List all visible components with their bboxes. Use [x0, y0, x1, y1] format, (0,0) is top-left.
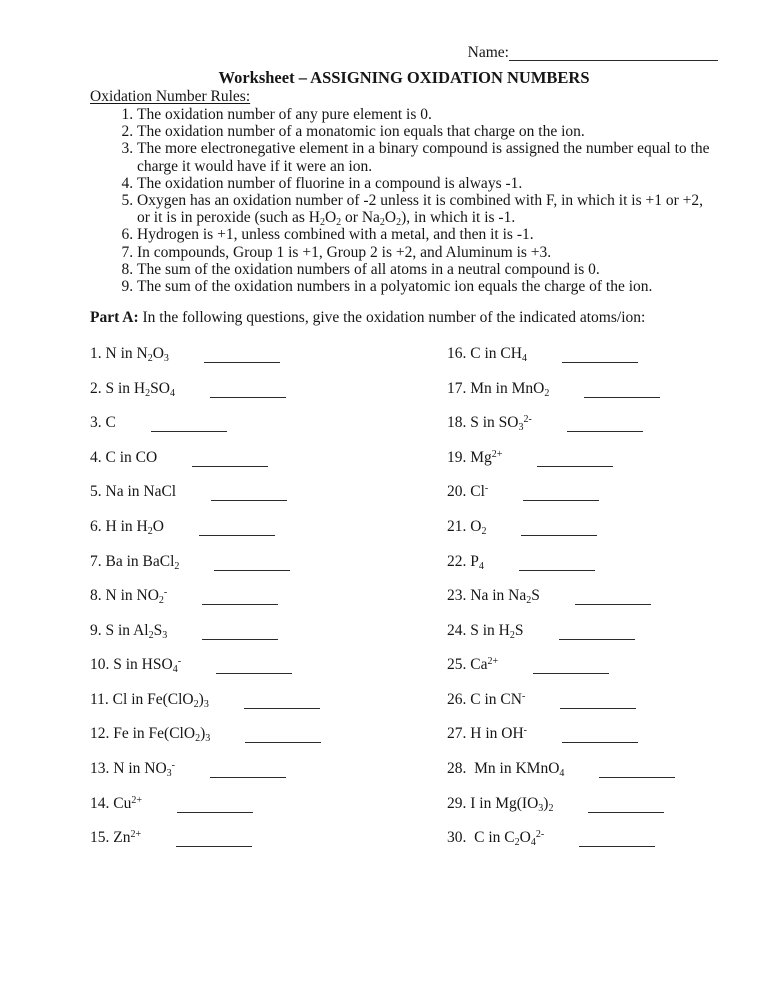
question-label: 4. C in CO	[90, 448, 158, 466]
question-label: 13. N in $NO_3^-$	[90, 759, 175, 779]
rules-list	[90, 106, 718, 295]
question-label: 26. C in CN-	[447, 690, 526, 708]
question-row	[90, 752, 447, 787]
answer-blank-line	[562, 362, 638, 363]
rule-item: 1. The oxidation number of any pure element is 0.	[137, 106, 718, 123]
question-row	[90, 475, 447, 510]
question-row	[90, 787, 447, 822]
answer-blank-line	[202, 604, 278, 605]
question-row	[90, 821, 447, 856]
answer-blank-line	[151, 431, 227, 432]
question-label: 22. $P_4$	[447, 552, 484, 572]
question-row	[447, 648, 718, 683]
question-label: 20. Cl-	[447, 483, 489, 501]
answer-blank-line	[192, 466, 268, 467]
answer-blank-line	[562, 742, 638, 743]
answer-blank-line	[210, 777, 286, 778]
rule-item: 3. The more electronegative element in a binary compound is assigned the number equal to the charge it would have if it were an ion.	[137, 140, 718, 174]
question-row	[447, 787, 718, 822]
question-row	[90, 717, 447, 752]
answer-blank-line	[214, 570, 290, 571]
question-row	[90, 648, 447, 683]
question-label: 18. S in $SO_3^{2-}$	[447, 414, 532, 434]
question-row	[447, 821, 718, 856]
question-row	[447, 441, 718, 476]
page-title: Worksheet – ASSIGNING OXIDATION NUMBERS	[218, 68, 590, 87]
rule-item: 5. Oxygen has an oxidation number of -2 unless it is combined with F, in which it is +1 or +2, or it is in peroxide (such as $H_2O_2$ or $Na_2O_2$), in which it is -1.	[137, 192, 718, 226]
question-row	[447, 614, 718, 649]
question-label: 12. Fe in $Fe(ClO_2)_3$	[90, 725, 211, 745]
answer-blank-line	[560, 708, 636, 709]
question-label: 10. S in $HSO_4^-$	[90, 656, 182, 676]
answer-blank-line	[519, 570, 595, 571]
question-label: 23. Na in $Na_2S$	[447, 587, 540, 607]
rules-heading: Oxidation Number Rules:	[90, 88, 251, 105]
answer-blank-line	[575, 604, 651, 605]
question-row	[447, 372, 718, 407]
part-a-intro: In the following questions, give the oxidation number of the indicated atoms/ion:	[138, 309, 646, 327]
question-label: 19. $Mg^{2+}$	[447, 448, 503, 466]
answer-blank-line	[579, 846, 655, 847]
rule-item: 4. The oxidation number of fluorine in a compound is always -1.	[137, 175, 718, 192]
answer-blank-line	[521, 535, 597, 536]
question-row	[90, 614, 447, 649]
question-label: 11. Cl in $Fe(ClO_2)_3$	[90, 690, 209, 710]
answer-blank-line	[210, 397, 286, 398]
question-row	[447, 510, 718, 545]
questions-column-left	[90, 337, 447, 855]
questions-column-right	[447, 337, 718, 855]
rule-item: 7. In compounds, Group 1 is +1, Group 2 is +2, and Aluminum is +3.	[137, 244, 718, 261]
answer-blank-line	[533, 673, 609, 674]
rule-item: 6. Hydrogen is +1, unless combined with a metal, and then it is -1.	[137, 226, 718, 243]
answer-blank-line	[599, 777, 675, 778]
answer-blank-line	[584, 397, 660, 398]
answer-blank-line	[199, 535, 275, 536]
question-row	[90, 579, 447, 614]
question-row	[447, 337, 718, 372]
question-label: 27. H in OH-	[447, 725, 527, 743]
answer-blank-line	[567, 431, 643, 432]
question-label: 9. S in $Al_2S_3$	[90, 621, 168, 641]
answer-blank-line	[537, 466, 613, 467]
question-label: 29. I in $Mg(IO_3)_2$	[447, 794, 554, 814]
answer-blank-line	[216, 673, 292, 674]
question-label: 7. Ba in BaCl$_2$	[90, 552, 180, 572]
answer-blank-line	[588, 812, 664, 813]
questions-section	[90, 337, 718, 855]
answer-blank-line	[559, 639, 635, 640]
question-row	[90, 441, 447, 476]
answer-blank-line	[245, 742, 321, 743]
question-label: 28. Mn in KMnO$_4$	[447, 759, 565, 779]
rule-item: 2. The oxidation number of a monatomic ion equals that charge on the ion.	[137, 123, 718, 140]
question-row	[90, 337, 447, 372]
question-label: 6. H in $H_2O$	[90, 518, 164, 538]
question-label: 16. C in $CH_4$	[447, 345, 527, 365]
rule-item: 8. The sum of the oxidation numbers of all atoms in a neutral compound is 0.	[137, 261, 718, 278]
question-label: 1. N in $N_2O_3$	[90, 345, 169, 365]
question-label: 14. $Cu^{2+}$	[90, 794, 142, 812]
question-label: 3. C	[90, 414, 116, 432]
name-label: Name:	[467, 44, 509, 61]
name-field-row	[90, 44, 718, 62]
question-label: 21. $O_2$	[447, 518, 487, 538]
answer-blank-line	[202, 639, 278, 640]
question-row	[447, 683, 718, 718]
question-row	[90, 510, 447, 545]
answer-blank-line	[204, 362, 280, 363]
question-row	[447, 717, 718, 752]
question-label: 2. S in $H_2SO_4$	[90, 379, 175, 399]
question-row	[447, 579, 718, 614]
question-row	[90, 406, 447, 441]
question-row	[90, 545, 447, 580]
question-label: 17. Mn in MnO$_2$	[447, 379, 550, 399]
answer-blank-line	[523, 500, 599, 501]
question-row	[90, 372, 447, 407]
question-row	[447, 545, 718, 580]
answer-blank-line	[177, 812, 253, 813]
question-row	[447, 475, 718, 510]
question-label: 30. C in $C_2O_4^{2-}$	[447, 829, 545, 849]
question-label: 8. N in $NO_2^-$	[90, 587, 168, 607]
answer-blank-line	[211, 500, 287, 501]
question-row	[447, 406, 718, 441]
rule-item: 9. The sum of the oxidation numbers in a polyatomic ion equals the charge of the ion.	[137, 278, 718, 295]
answer-blank-line	[244, 708, 320, 709]
question-label: 15. $Zn^{2+}$	[90, 829, 142, 847]
question-row	[90, 683, 447, 718]
part-a-intro-row	[90, 309, 718, 327]
question-label: 5. Na in NaCl	[90, 483, 177, 501]
question-label: 25. $Ca^{2+}$	[447, 656, 499, 674]
name-blank-line	[509, 60, 718, 61]
question-row	[447, 752, 718, 787]
part-a-label: Part A:	[90, 309, 139, 327]
question-label: 24. S in $H_2S$	[447, 621, 524, 641]
answer-blank-line	[176, 846, 252, 847]
